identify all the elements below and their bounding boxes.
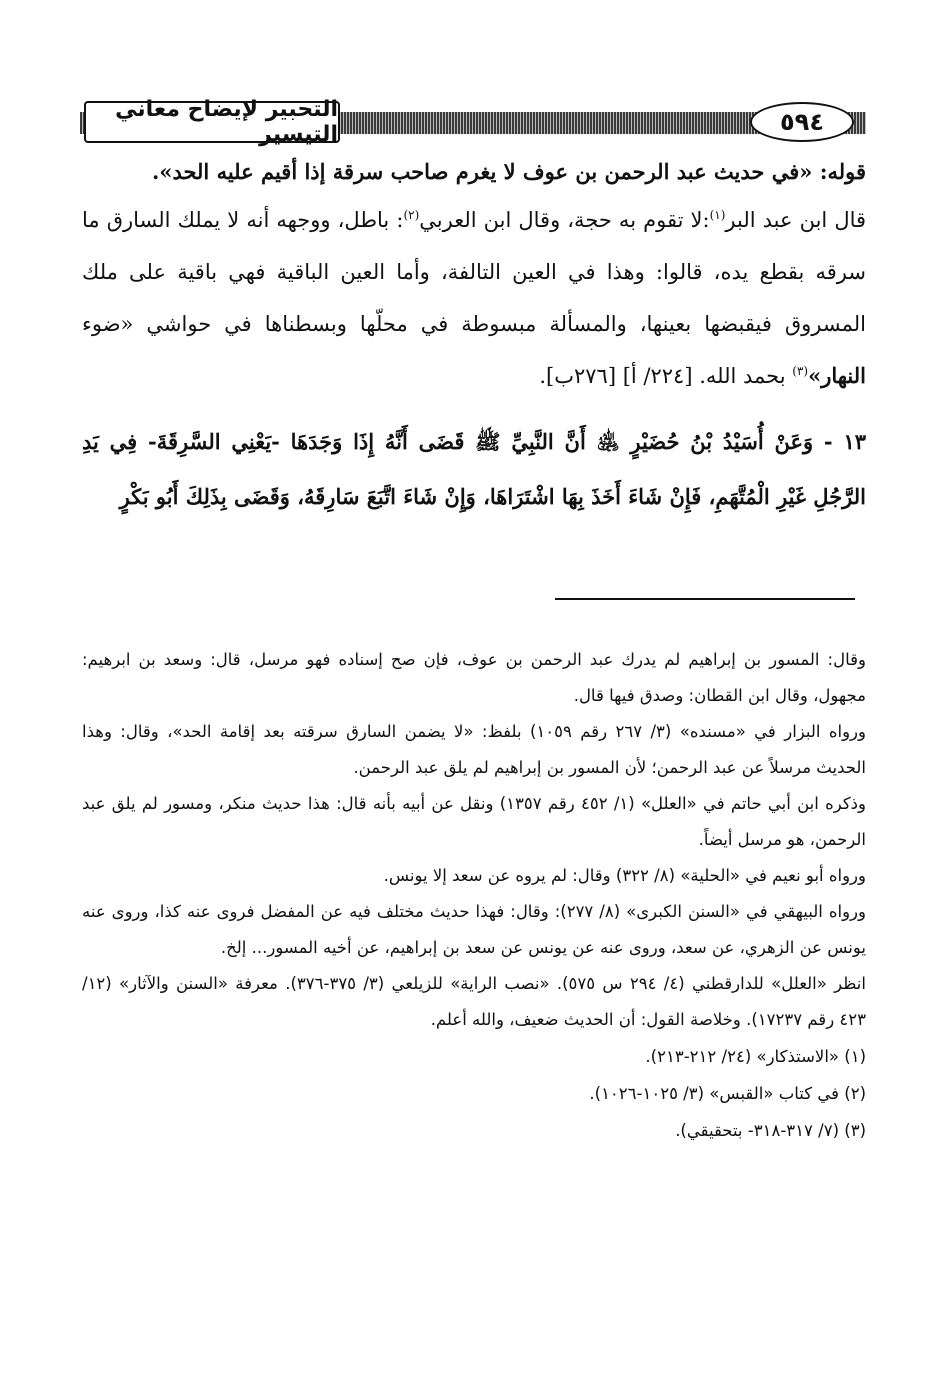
footnote-ref-3: (٣) bbox=[792, 364, 809, 378]
book-title: التحبير لإيضاح معاني التيسير bbox=[84, 101, 340, 143]
footnote-separator bbox=[555, 598, 855, 600]
footnote-ref-2: (٢) bbox=[403, 208, 420, 222]
commentary-text: قال ابن عبد البر bbox=[725, 208, 867, 232]
page-header bbox=[80, 97, 866, 147]
footnote-item-1: (١) «الاستذكار» (٢٤/ ٢١٢-٢١٣). bbox=[645, 1047, 866, 1066]
footnote-paragraph: ورواه البزار في «مسنده» (٣/ ٢٦٧ رقم ١٠٥٩) بلفظ: «لا يضمن السارق سرقته بعد إقامة الحد»، وقال: وهذا الحديث مرسلاً عن عبد الرحمن؛ لأن المسور بن إبراهيم لم يلق عبد الرحمن. bbox=[82, 722, 866, 777]
footnotes bbox=[82, 642, 866, 1149]
footnote-ref-1: (١) bbox=[709, 208, 726, 222]
hadith-text: ١٣ - وَعَنْ أُسَيْدُ بْنُ حُضَيْرٍ ﵁ أَنَّ النَّبِيِّ ﷺ قَضَى أَنَّهُ إِذَا وَجَدَهَا -يَعْنِي السَّرِقَةَ- فِي يَدِ الرَّجُلِ غَيْرِ الْمُتَّهَمِ، فَإِنْ شَاءَ أَخَذَ بِهَا اشْتَرَاهَا، وَإِنْ شَاءَ اتَّبَعَ سَارِقَهُ، وَقَضَى بِذَلِكَ أَبُو بَكْرٍ bbox=[82, 429, 866, 509]
footnote-paragraph: وذكره ابن أبي حاتم في «العلل» (١/ ٤٥٢ رقم ١٣٥٧) ونقل عن أبيه بأنه قال: هذا حديث منكر، ومسور لم يلق عبد الرحمن، هو مرسل أيضاً. bbox=[82, 794, 866, 849]
commentary-text: : باطل، ووجهه أنه لا يملك السارق ما سرقه بقطع يده، قالوا: وهذا في العين التالفة، وأما العين الباقية فهي باقية على ملك المسروق فيقبضها بعينها، والمسألة مبسوطة في محلّها وبسطناها في حواشي «ضوء bbox=[82, 208, 866, 336]
footnote-paragraph: ورواه أبو نعيم في «الحلية» (٨/ ٣٢٢) وقال: لم يروه عن سعد إلا يونس. bbox=[383, 866, 866, 885]
commentary-text: :لا تقوم به حجة، وقال ابن العربي bbox=[419, 208, 710, 232]
book-name: النهار» bbox=[808, 363, 866, 388]
main-text bbox=[82, 150, 866, 524]
footnote-paragraph: ورواه البيهقي في «السنن الكبرى» (٨/ ٢٧٧): وقال: فهذا حديث مختلف فيه عن المفضل فروى عنه كذا، وروى عنه يونس عن الزهري، عن سعد، وروى عنه عن يونس عن سعد بن إبراهيم، عن أخيه المسور... إلخ. bbox=[82, 902, 866, 957]
commentary-text: بحمد الله. [٢٢٤/ أ] [٢٧٦ب]. bbox=[539, 364, 793, 388]
commentary-paragraph bbox=[82, 194, 866, 402]
quoted-heading: قوله: «في حديث عبد الرحمن بن عوف لا يغرم صاحب سرقة إذا أقيم عليه الحد». bbox=[152, 159, 866, 184]
footnote-item-3: (٣) (٧/ ٣١٧-٣١٨- بتحقيقي). bbox=[675, 1121, 866, 1140]
page-number: ٥٩٤ bbox=[750, 102, 854, 142]
footnote-paragraph: وقال: المسور بن إبراهيم لم يدرك عبد الرحمن بن عوف، فإن صح إسناده فهو مرسل، قال: وسعد بن ابرهيم: مجهول، وقال ابن القطان: وصدق فيها قال. bbox=[82, 650, 866, 705]
footnote-paragraph: انظر «العلل» للدارقطني (٤/ ٢٩٤ س ٥٧٥). «نصب الراية» للزيلعي (٣/ ٣٧٥-٣٧٦). معرفة «السنن والآثار» (١٢/ ٤٢٣ رقم ١٧٢٣٧). وخلاصة القول: أن الحديث ضعيف، والله أعلم. bbox=[82, 974, 866, 1029]
footnote-item-2: (٢) في كتاب «القبس» (٣/ ١٠٢٥-١٠٢٦). bbox=[589, 1084, 866, 1103]
